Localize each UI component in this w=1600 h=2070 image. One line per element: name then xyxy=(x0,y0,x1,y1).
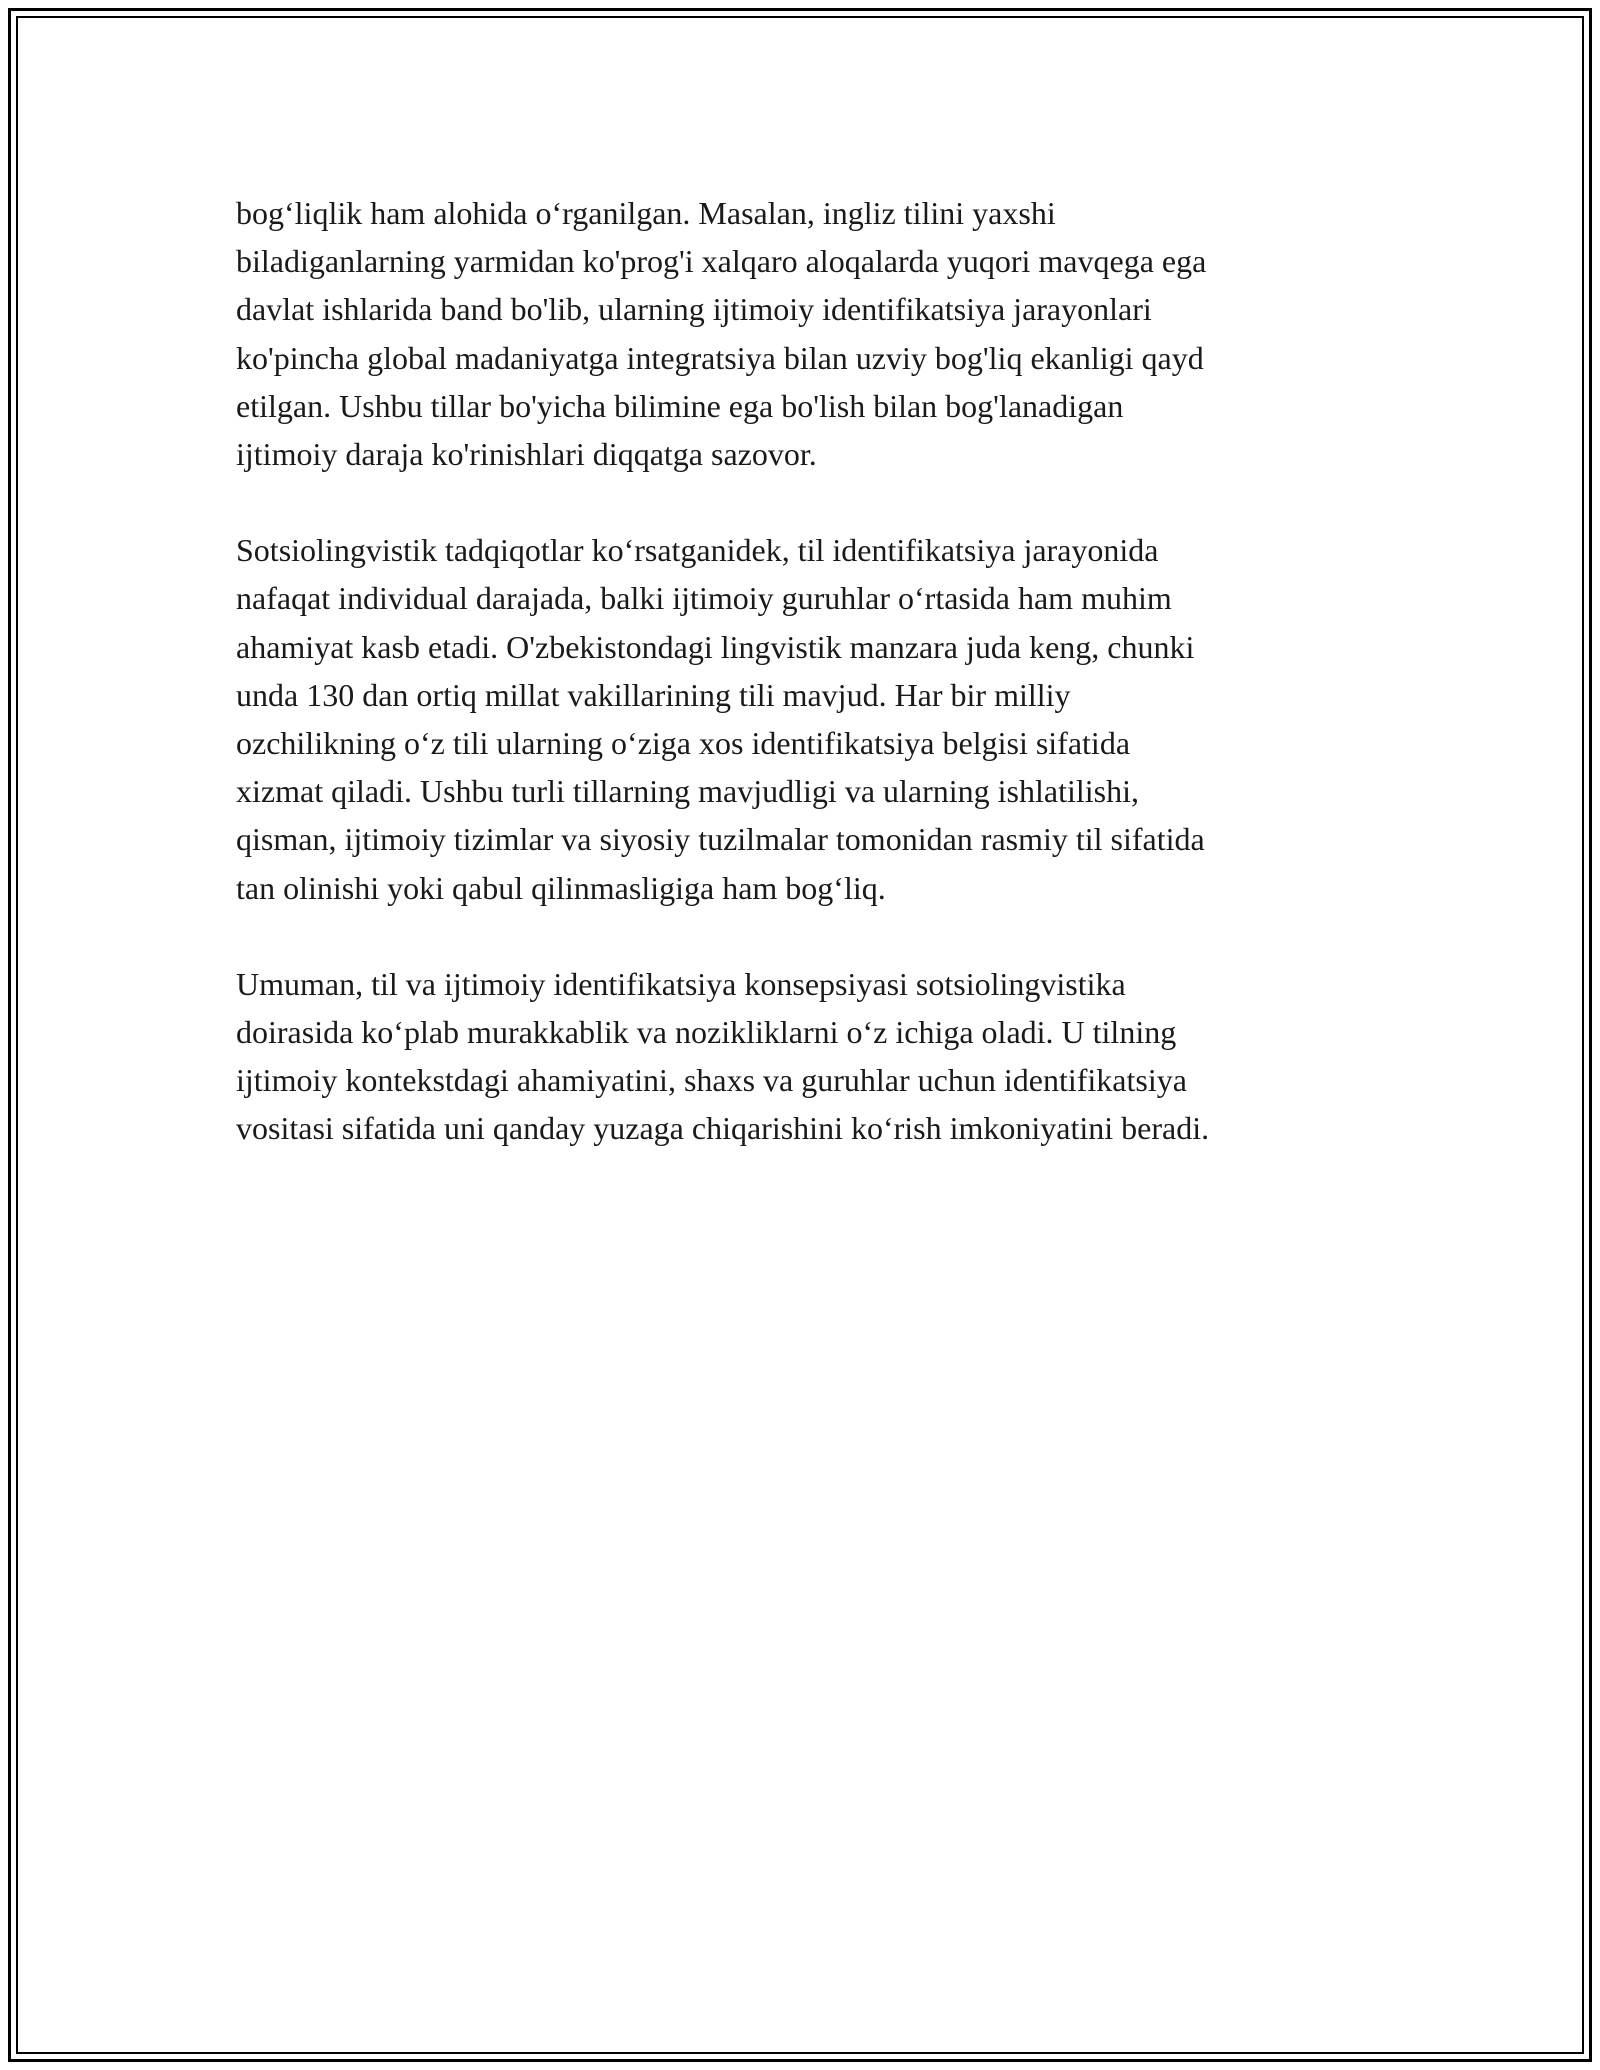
paragraph-1: bog‘liqlik ham alohida o‘rganilgan. Masalan, ingliz tilini yaxshi biladiganlarning yarmidan ko'prog'i xalqaro aloqalarda yuqori mavqega ega davlat ishlarida band bo'lib, ularning ijtimoiy identifikatsiya jarayonlari ko'pincha global madaniyatga integratsiya bilan uzviy bog'liq ekanligi qayd etilgan. Ushbu tillar bo'yicha bilimine ega bo'lish bilan bog'lanadigan ijtimoiy daraja ko'rinishlari diqqatga sazovor. xyxy=(236,195,1207,473)
paragraph-2: Sotsiolingvistik tadqiqotlar ko‘rsatganidek, til identifikatsiya jarayonida nafaqat individual darajada, balki ijtimoiy guruhlar o‘rtasida ham muhim ahamiyat kasb etadi. O'zbekistondagi lingvistik manzara juda keng, chunki unda 130 dan ortiq millat vakillarining tili mavjud. Har bir milliy ozchilikning o‘z tili ularning o‘ziga xos identifikatsiya belgisi sifatida xizmat qiladi. Ushbu turli tillarning mavjudligi va ularning ishlatilishi, qisman, ijtimoiy tizimlar va siyosiy tuzilmalar tomonidan rasmiy til sifatida tan olinishi yoki qabul qilinmasligiga ham bog‘liq. xyxy=(236,532,1205,906)
paragraph-3: Umuman, til va ijtimoiy identifikatsiya konsepsiyasi sotsiolingvistika doirasida ko‘plab murakkablik va nozikliklarni o‘z ichiga oladi. U tilning ijtimoiy kontekstdagi ahamiyatini, shaxs va guruhlar uchun identifikatsiya vositasi sifatida uni qanday yuzaga chiqarishini ko‘rish imkoniyatini beradi. xyxy=(236,965,1210,1147)
document-body xyxy=(236,189,1376,1201)
